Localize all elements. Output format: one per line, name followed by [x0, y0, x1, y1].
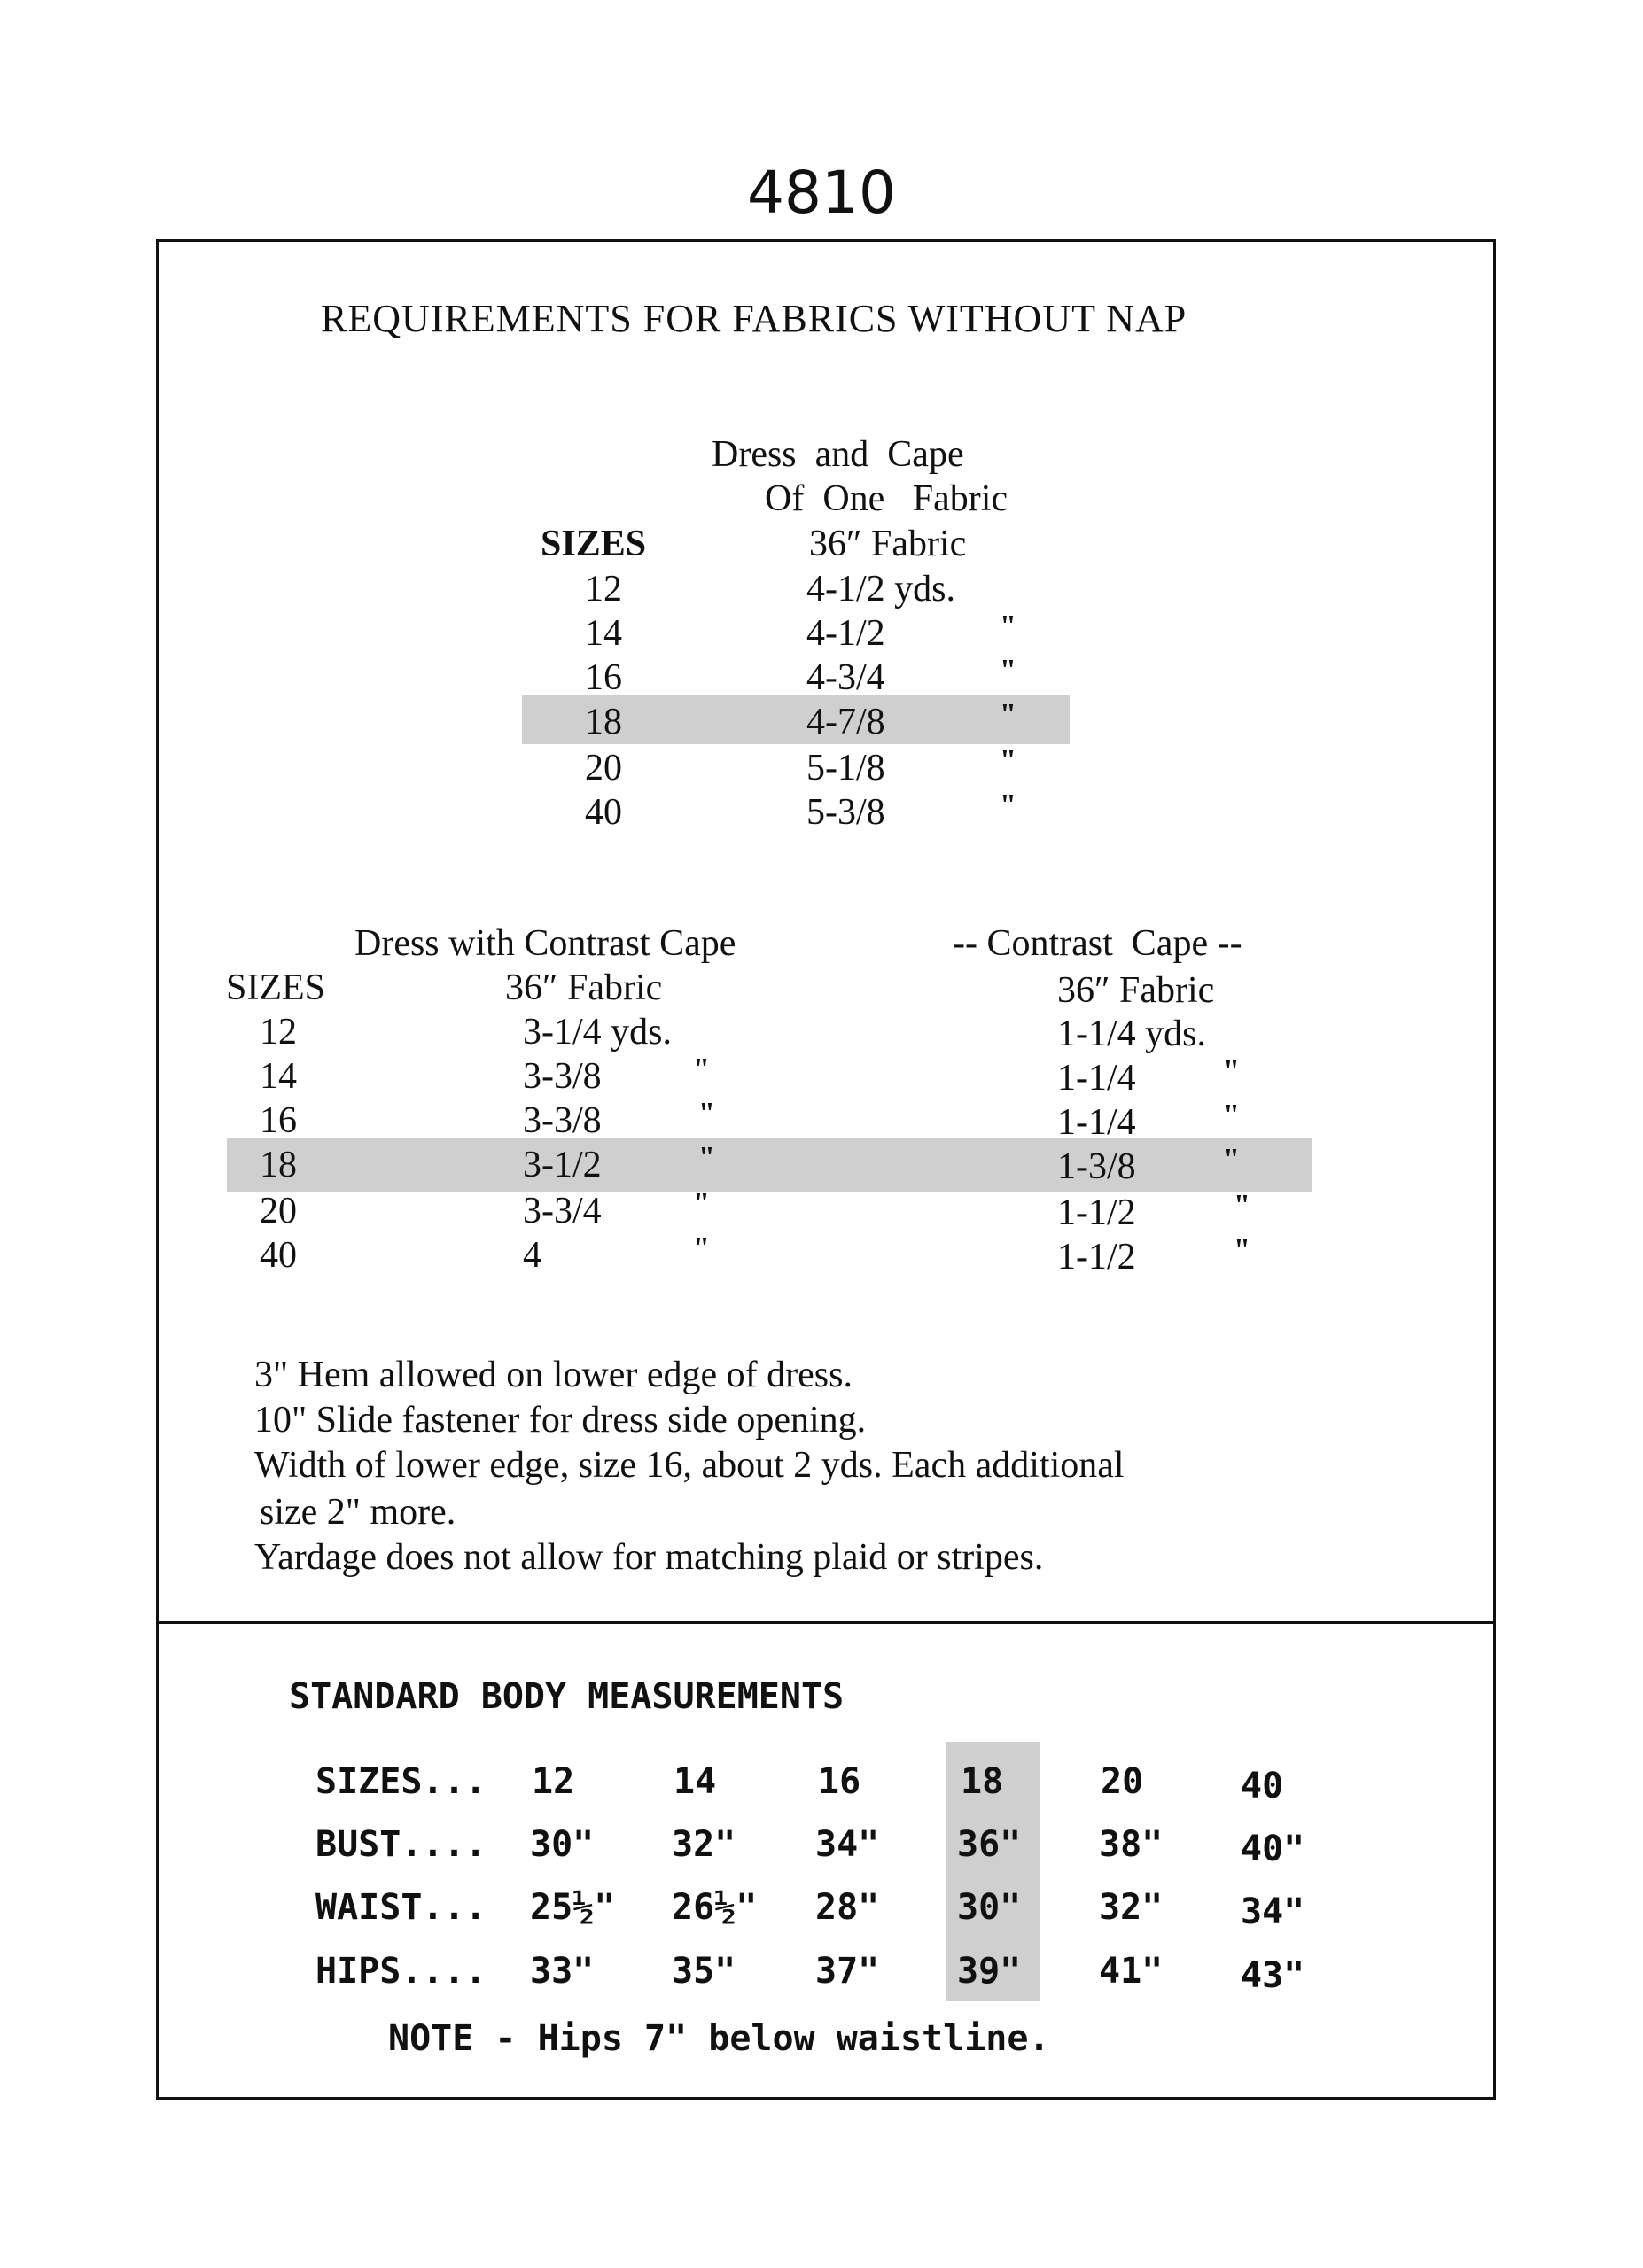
ditto-mark: " [1000, 788, 1016, 821]
measurement-value: 39" [957, 1951, 1022, 1992]
table-row-cape: 1-1/2 [1057, 1237, 1136, 1278]
measurement-value: 32" [672, 1824, 736, 1865]
measurement-value: 18 [961, 1761, 1004, 1802]
measurement-value: 34" [1241, 1891, 1305, 1932]
ditto-mark: " [1223, 1099, 1240, 1131]
measurement-row-label: HIPS.... [315, 1951, 487, 1992]
table1-sizes-label: SIZES [541, 524, 647, 564]
table1-header-line1: Dress and Cape [712, 434, 964, 475]
table-row-size: 18 [260, 1145, 297, 1185]
measurement-value: 20 [1101, 1761, 1144, 1802]
ditto-mark: " [1223, 1054, 1240, 1087]
measurement-value: 34" [815, 1824, 880, 1865]
table1-fabric-label: 36″ Fabric [809, 524, 967, 564]
table-row-amount: 4-1/2 [806, 613, 885, 654]
table-row-cape: 1-3/8 [1057, 1146, 1136, 1187]
note-line: size 2" more. [260, 1492, 456, 1533]
table-row-dress: 3-3/8 [523, 1100, 602, 1141]
ditto-mark: " [1000, 698, 1016, 731]
measurement-row-label: BUST.... [315, 1824, 487, 1865]
table-row-size: 12 [585, 569, 622, 610]
table2-fabric-label-cape: 36″ Fabric [1057, 970, 1215, 1011]
ditto-mark: " [1234, 1233, 1250, 1266]
ditto-mark: " [693, 1187, 710, 1220]
ditto-mark: " [1234, 1189, 1250, 1222]
table-row-amount: 4-3/4 [806, 657, 885, 698]
table-row-size: 16 [260, 1100, 297, 1141]
note-line: 10" Slide fastener for dress side opening. [254, 1400, 867, 1441]
table-row-size: 14 [585, 613, 622, 654]
ditto-mark: " [1000, 610, 1016, 642]
ditto-mark: " [698, 1097, 715, 1130]
ditto-mark: " [1223, 1143, 1240, 1176]
table-row-cape: 1-1/4 yds. [1057, 1014, 1206, 1054]
measurement-value: 35" [672, 1951, 736, 1992]
table-row-dress: 3-1/2 [523, 1145, 602, 1185]
highlight-row-table2 [227, 1138, 1312, 1192]
ditto-mark: " [693, 1052, 710, 1085]
measurement-value: 28" [815, 1887, 880, 1928]
note-line: Yardage does not allow for matching plaid or stripes. [254, 1537, 1044, 1578]
measurement-value: 43" [1241, 1955, 1305, 1996]
measurements-title: STANDARD BODY MEASUREMENTS [289, 1676, 845, 1717]
table-row-dress: 4 [523, 1235, 541, 1276]
measurement-value: 38" [1099, 1824, 1164, 1865]
measurement-value: 30" [530, 1824, 595, 1865]
table1-header-line2: Of One Fabric [765, 478, 1008, 519]
measurements-note: NOTE - Hips 7" below waistline. [388, 2018, 1050, 2059]
ditto-mark: " [1000, 654, 1016, 687]
measurement-row-label: SIZES... [315, 1761, 487, 1802]
table-row-amount: 5-3/8 [806, 792, 885, 833]
measurement-value: 40" [1241, 1829, 1305, 1869]
table2-header-cape: -- Contrast Cape -- [953, 923, 1242, 964]
measurement-value: 33" [530, 1951, 595, 1992]
ditto-mark: " [1000, 744, 1016, 777]
measurement-row-label: WAIST... [315, 1887, 487, 1928]
table2-header-dress: Dress with Contrast Cape [354, 923, 736, 964]
table-row-amount: 5-1/8 [806, 748, 885, 788]
measurement-value: 41" [1099, 1951, 1164, 1992]
ditto-mark: " [698, 1141, 715, 1174]
table-row-size: 14 [260, 1056, 297, 1097]
table-row-size: 40 [585, 792, 622, 833]
note-line: 3" Hem allowed on lower edge of dress. [254, 1355, 853, 1395]
measurement-value: 14 [674, 1761, 717, 1802]
table-row-dress: 3-1/4 yds. [523, 1012, 672, 1052]
measurement-value: 36" [957, 1824, 1022, 1865]
table2-fabric-label-dress: 36″ Fabric [505, 967, 663, 1008]
table-row-dress: 3-3/4 [523, 1191, 602, 1231]
ditto-mark: " [693, 1231, 710, 1264]
pattern-number: 4810 [747, 159, 896, 227]
table-row-cape: 1-1/4 [1057, 1102, 1136, 1143]
measurement-value: 26½" [672, 1887, 758, 1928]
measurement-value: 32" [1099, 1887, 1164, 1928]
section-divider [156, 1621, 1496, 1624]
table-row-size: 18 [585, 702, 622, 742]
measurement-value: 40 [1241, 1766, 1284, 1806]
table-row-size: 40 [260, 1235, 297, 1276]
note-line: Width of lower edge, size 16, about 2 yds. Each additional [254, 1445, 1125, 1486]
measurement-value: 30" [957, 1887, 1022, 1928]
measurement-value: 25½" [530, 1887, 616, 1928]
table-row-size: 20 [585, 748, 622, 788]
table-row-size: 12 [260, 1012, 297, 1052]
requirements-title: REQUIREMENTS FOR FABRICS WITHOUT NAP [321, 297, 1187, 340]
measurement-value: 12 [532, 1761, 575, 1802]
measurement-value: 16 [818, 1761, 861, 1802]
table2-sizes-label: SIZES [226, 967, 326, 1008]
table-row-dress: 3-3/8 [523, 1056, 602, 1097]
table-row-cape: 1-1/4 [1057, 1058, 1136, 1099]
table-row-size: 16 [585, 657, 622, 698]
table-row-amount: 4-7/8 [806, 702, 885, 742]
table-row-size: 20 [260, 1191, 297, 1231]
table-row-cape: 1-1/2 [1057, 1192, 1136, 1233]
measurement-value: 37" [815, 1951, 880, 1992]
table-row-amount: 4-1/2 yds. [806, 569, 955, 610]
